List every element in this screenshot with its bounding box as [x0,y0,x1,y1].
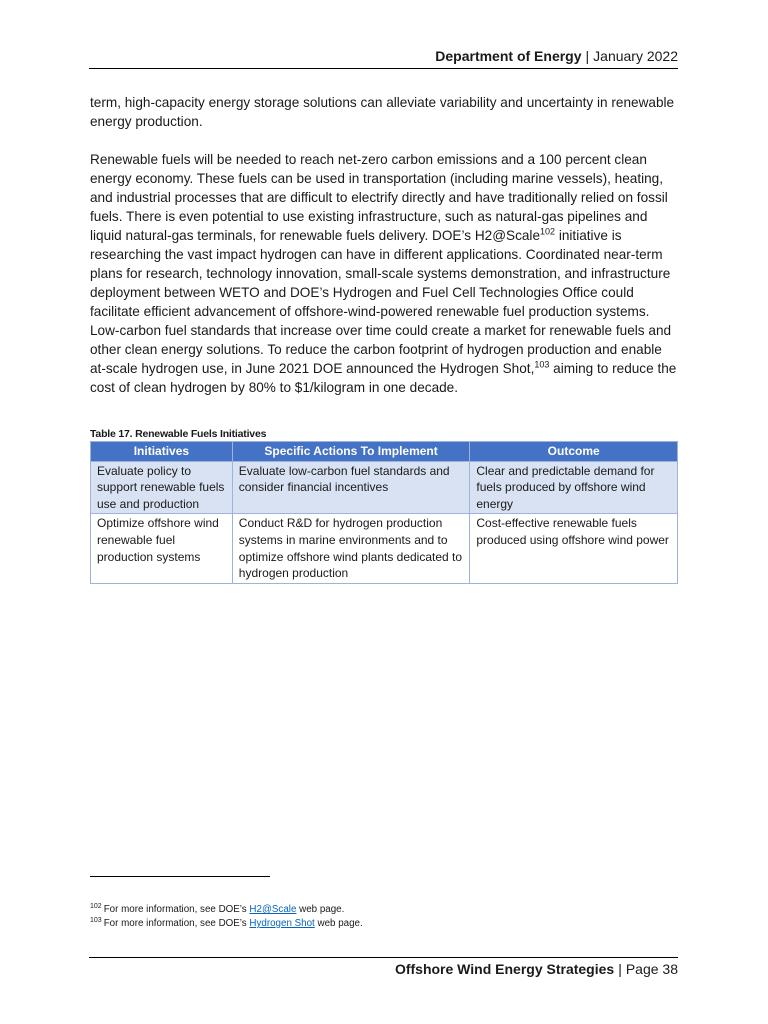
header-separator: | [585,48,590,64]
footnote-text: For more information, see DOE’s [103,918,250,929]
column-header-initiatives: Initiatives [91,442,233,462]
table-cell-initiative: Optimize offshore wind renewable fuel production systems [91,514,233,583]
page-footer [89,957,678,980]
paragraph-2-part-3: aiming to reduce the cost of clean hydrogen by 80% to $1/kilogram in one decade. [90,361,677,395]
paragraph-1: term, high-capacity energy storage solutions can alleviate variability and uncertainty in renewable energy production. [90,95,675,129]
paragraph-2-part-2: initiative is researching the vast impact hydrogen can have in different applications. Coordinated near-term plans for research, technology innovation, small-scale systems demonstration, and infrastructure deployment between WETO and DOE’s Hydrogen and Fuel Cell Technologies Office could facilitate efficient advancement of offshore-wind-powered renewable fuel production systems. Low-carbon fuel standards that increase over time could create a market for renewable fuels and other clean energy solutions. To reduce the carbon footprint of hydrogen production and enable at-scale hydrogen use, in June 2021 DOE announced the Hydrogen Shot, [90,228,672,376]
table-cell-outcome: Cost-effective renewable fuels produced using offshore wind power [470,514,678,583]
footnote-102 [90,903,344,916]
header-date: January 2022 [593,48,678,64]
table-row [91,461,678,514]
footnote-ref-103[interactable]: 103 [534,359,550,370]
paragraph-2 [90,150,680,397]
footnote-number: 103 [90,916,102,924]
footnote-text: For more information, see DOE’s [103,904,250,915]
table-caption: Table 17. Renewable Fuels Initiatives [90,428,267,440]
footer-title: Offshore Wind Energy Strategies [394,961,615,977]
page-header [89,46,678,69]
footnote-text: web page. [314,918,363,929]
column-header-actions: Specific Actions To Implement [232,442,470,462]
footnote-text: web page. [296,904,345,915]
table-cell-outcome: Clear and predictable demand for fuels produced by offshore wind energy [470,461,678,514]
footnote-number: 102 [90,902,102,910]
page-number: Page 38 [625,961,678,977]
h2-at-scale-link[interactable]: H2@Scale [249,904,297,915]
initiatives-table [90,441,678,584]
hydrogen-shot-link[interactable]: Hydrogen Shot [249,918,315,929]
table-cell-initiative: Evaluate policy to support renewable fuels use and production [91,461,233,514]
column-header-outcome: Outcome [470,442,678,462]
table-cell-action: Evaluate low-carbon fuel standards and consider financial incentives [232,461,470,514]
header-org: Department of Energy [435,48,582,64]
table-cell-action: Conduct R&D for hydrogen production systems in marine environments and to optimize offshore wind plants dedicated to hydrogen production [232,514,470,583]
footnote-ref-102[interactable]: 102 [540,226,556,237]
footer-separator: | [618,961,622,977]
footnote-separator [90,876,270,877]
table-header-row [91,442,678,462]
paragraph-2-part-1: Renewable fuels will be needed to reach net-zero carbon emissions and a 100 percent clean energy economy. These fuels can be used in transportation (including marine vessels), heating, and industrial processes that are difficult to electrify directly and have traditionally relied on fossil fuels. There is even potential to use existing infrastructure, such as natural-gas pipelines and liquid natural-gas terminals, for renewable fuels delivery. DOE’s H2@Scale [90,152,668,243]
footnote-103 [90,917,363,930]
table-row [91,514,678,583]
